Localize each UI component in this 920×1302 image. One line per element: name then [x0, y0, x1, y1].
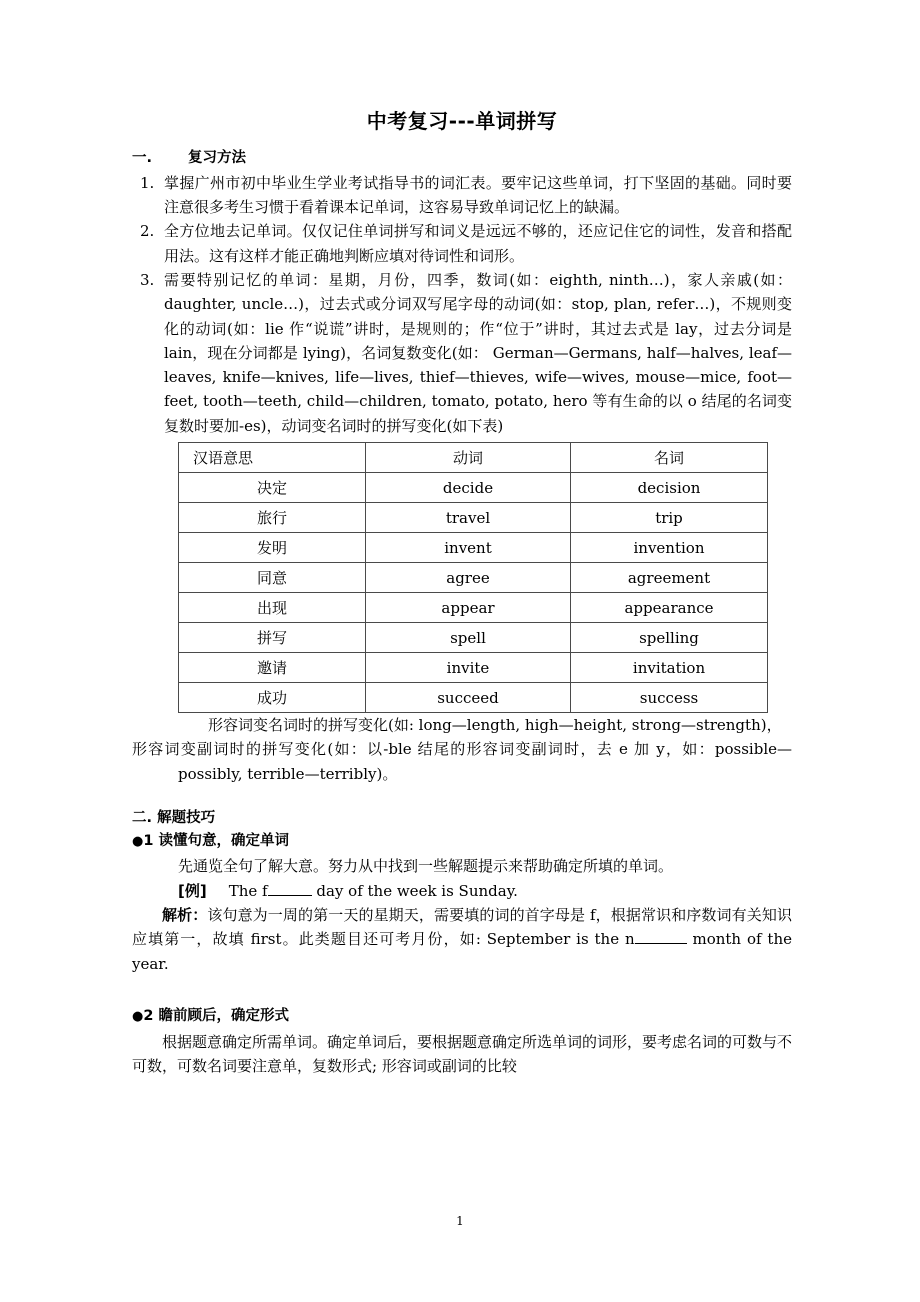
- tip-1-body: 先通览全句了解大意。努力从中找到一些解题提示来帮助确定所填的单词。: [178, 857, 674, 876]
- column-header-noun: 名词: [571, 443, 768, 473]
- section-two-heading: [132, 808, 792, 830]
- cell-meaning: 同意: [179, 563, 366, 593]
- analysis-label: 解析：: [162, 906, 208, 924]
- bullet-dot-icon: ●: [132, 833, 144, 849]
- tip-1-title: 读懂句意，确定单词: [158, 832, 289, 849]
- section-two-number: 二.: [132, 809, 153, 826]
- cell-verb: spell: [366, 623, 571, 653]
- tip-1-analysis: [132, 903, 792, 976]
- table-row: [179, 473, 768, 503]
- table-row: [179, 593, 768, 623]
- section-one-number: 一.: [132, 150, 153, 166]
- cell-noun: spelling: [571, 623, 768, 653]
- cell-noun: appearance: [571, 593, 768, 623]
- table-row: [179, 653, 768, 683]
- table-row: [179, 623, 768, 653]
- cell-verb: decide: [366, 473, 571, 503]
- example-text-after: day of the week is Sunday.: [316, 881, 518, 900]
- cell-verb: appear: [366, 593, 571, 623]
- column-header-verb: 动词: [366, 443, 571, 473]
- adjective-to-noun-note: 形容词变名词时的拼写变化(如: long—length, high—height, strong—strength)，: [208, 716, 782, 735]
- tip-2-body: 根据题意确定所需单词。确定单词后，要根据题意确定所选单词的词形，要考虑名词的可数与不可数，可数名词要注意单，复数形式; 形容词或副词的比较: [132, 1032, 793, 1075]
- cell-noun: invitation: [571, 653, 768, 683]
- cell-verb: invite: [366, 653, 571, 683]
- adjective-to-adverb-note: 形容词变副词时的拼写变化(如：以-ble 结尾的形容词变副词时，去 e 加 y，如：possible—possibly, terrible—terribly)。: [132, 740, 792, 783]
- table-row: [179, 503, 768, 533]
- list-item: [132, 219, 792, 268]
- tip-1-index: 1: [143, 832, 154, 849]
- list-marker: 3.: [140, 270, 155, 289]
- cell-meaning: 拼写: [179, 623, 366, 653]
- page-number: 1: [456, 1214, 464, 1228]
- page-title: 中考复习---单词拼写: [366, 109, 558, 133]
- tip-2-title: 瞻前顾后，确定形式: [158, 1007, 289, 1024]
- cell-noun: agreement: [571, 563, 768, 593]
- page-content: [132, 108, 792, 1078]
- cell-noun: decision: [571, 473, 768, 503]
- table-row: [179, 683, 768, 713]
- example-text-before: The f: [228, 881, 268, 900]
- cell-verb: agree: [366, 563, 571, 593]
- tip-1-example: [132, 879, 792, 903]
- list-item-text: 掌握广州市初中毕业生学业考试指导书的词汇表。要牢记这些单词，打下坚固的基础。同时要注意很多考生习惯于看着课本记单词，这容易导致单词记忆上的缺漏。: [164, 173, 792, 217]
- verb-noun-conversion-table: [178, 442, 768, 713]
- cell-meaning: 决定: [179, 473, 366, 503]
- list-marker: 1.: [140, 173, 155, 192]
- cell-verb: succeed: [366, 683, 571, 713]
- table-header-row: [179, 443, 768, 473]
- cell-meaning: 发明: [179, 533, 366, 563]
- section-one-title: 复习方法: [188, 150, 247, 166]
- cell-noun: invention: [571, 533, 768, 563]
- cell-meaning: 出现: [179, 593, 366, 623]
- cell-meaning: 邀请: [179, 653, 366, 683]
- analysis-blank: [635, 943, 687, 944]
- tip-1-heading: [132, 831, 792, 853]
- bullet-dot-icon: ●: [132, 1008, 144, 1024]
- tip-2-heading: [132, 1006, 792, 1028]
- table-row: [179, 563, 768, 593]
- analysis-text: 该句意为一周的第一天的星期天，需要填的词的首字母是 f，根据常识和序数词有关知识应填第一，故填 first。此类题目还可考月份，如: September is the n: [132, 906, 792, 949]
- cell-noun: success: [571, 683, 768, 713]
- section-two-title: 解题技巧: [157, 809, 216, 826]
- analysis-text-tail: month of the year.: [132, 930, 792, 973]
- list-item-text: 全方位地去记单词。仅仅记住单词拼写和词义是远远不够的，还应记住它的词性，发音和搭配用法。这有这样才能正确地判断应填对待词性和词形。: [164, 222, 792, 265]
- column-header-meaning: 汉语意思: [179, 443, 366, 473]
- list-item: [132, 171, 792, 220]
- cell-meaning: 成功: [179, 683, 366, 713]
- list-item: [132, 268, 792, 438]
- tip-2-index: 2: [143, 1007, 154, 1024]
- list-item-text: 需要特别记忆的单词：星期，月份，四季，数词(如：eighth, ninth…)，家人亲戚(如：daughter, uncle…)，过去式或分词双写尾字母的动词(如：stop, plan, refer…)，不规则变化的动词(如：lie 作“说谎”讲时，是规则的；作“位于”讲时，其过去式是 lay，过去分词是 lain，现在分词都是 lying)，名词复数变化(如： German—Germans, half—halves, leaf—leaves, knife—knives, life—lives, thief—thieves, wife—wives, mouse—mice, foot—feet, tooth—teeth, child—children, tomato, potato, hero 等有生命的以 o 结尾的名词变复数时要加-es)，动词变名词时的拼写变化(如下表): [164, 270, 792, 435]
- example-blank: [268, 895, 312, 896]
- conversion-table-wrapper: [132, 442, 792, 713]
- cell-verb: invent: [366, 533, 571, 563]
- review-methods-list: [132, 171, 792, 438]
- cell-meaning: 旅行: [179, 503, 366, 533]
- cell-verb: travel: [366, 503, 571, 533]
- table-row: [179, 533, 768, 563]
- example-label: [例]: [178, 881, 207, 900]
- section-one-heading: [132, 148, 792, 170]
- cell-noun: trip: [571, 503, 768, 533]
- list-marker: 2.: [140, 222, 155, 241]
